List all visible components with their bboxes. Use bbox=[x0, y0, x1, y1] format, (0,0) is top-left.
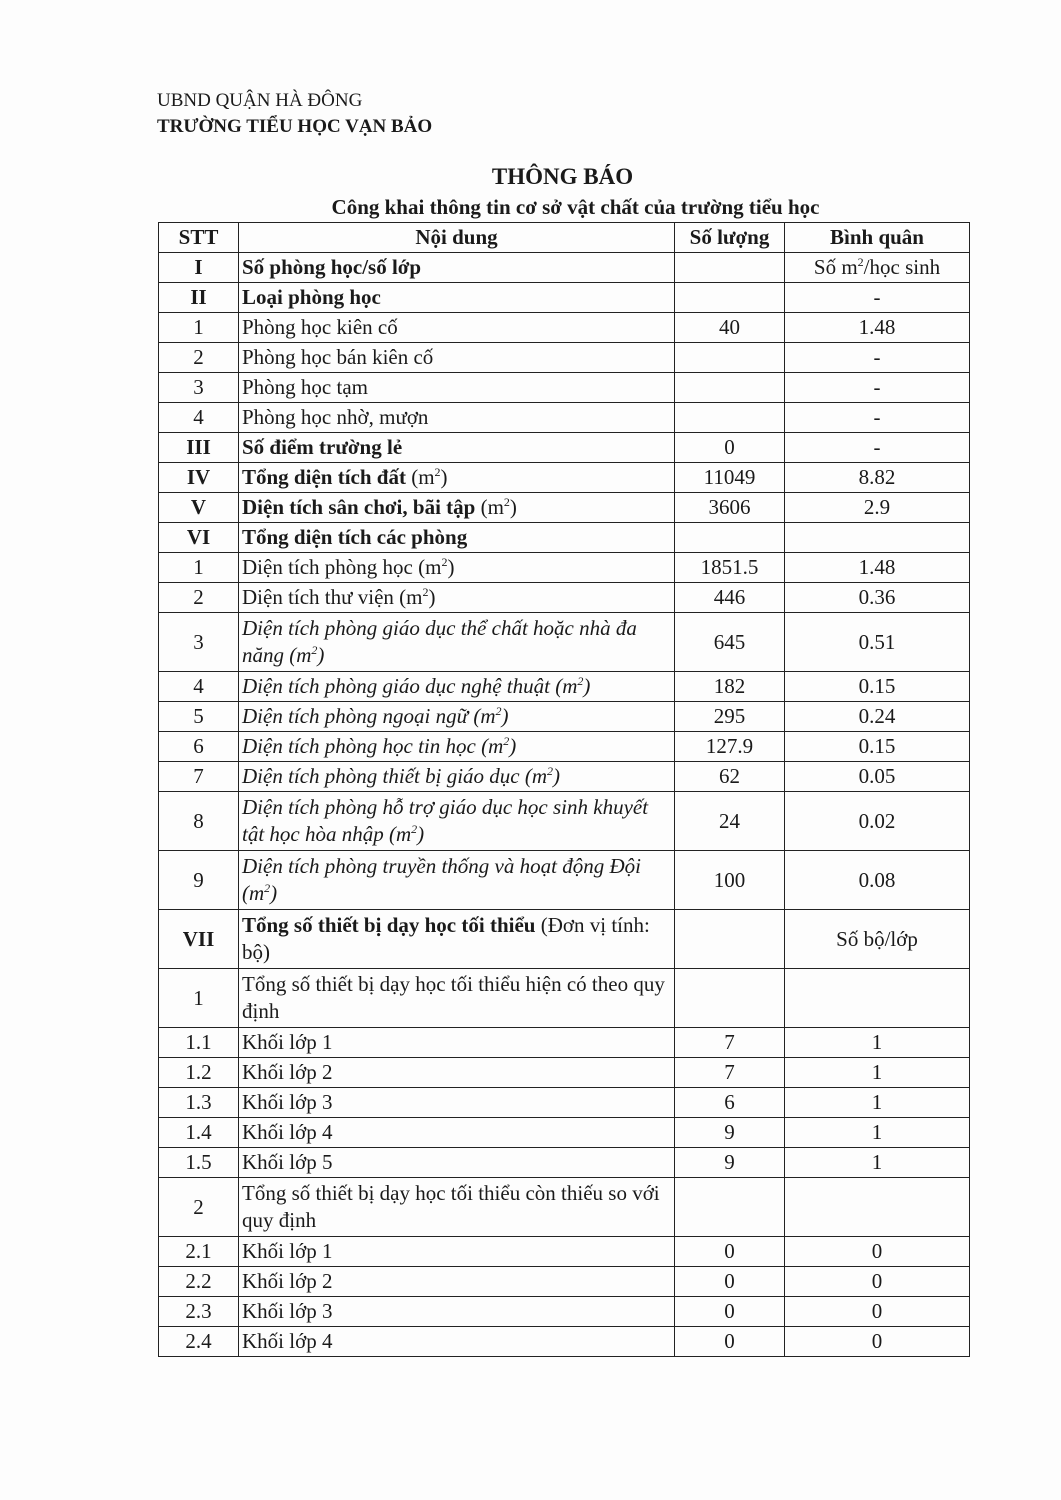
unit-close: ) bbox=[583, 674, 591, 698]
table-row bbox=[159, 493, 970, 523]
content-text: Khối lớp 4 bbox=[242, 1329, 333, 1353]
cell-qty bbox=[675, 910, 785, 969]
cell-stt: 2 bbox=[159, 1178, 239, 1237]
cell-qty: 11049 bbox=[675, 463, 785, 493]
table-row bbox=[159, 613, 970, 672]
content-text: Khối lớp 1 bbox=[242, 1030, 333, 1054]
document-header bbox=[157, 88, 432, 140]
cell-avg bbox=[785, 1028, 970, 1058]
table-row bbox=[159, 1028, 970, 1058]
cell-stt: VII bbox=[159, 910, 239, 969]
cell-avg bbox=[785, 433, 970, 463]
avg-text: 1 bbox=[871, 1060, 883, 1084]
cell-content bbox=[239, 343, 675, 373]
document-title: THÔNG BÁO bbox=[491, 164, 634, 189]
unit-superscript: 2 bbox=[547, 764, 554, 778]
content-unit: (m bbox=[475, 495, 504, 519]
unit-superscript: 2 bbox=[503, 734, 510, 748]
content-text: Diện tích phòng giáo dục nghệ thuật (m bbox=[242, 674, 578, 698]
content-unit: (Đơn vị tính: bộ) bbox=[242, 913, 650, 964]
cell-avg bbox=[785, 553, 970, 583]
cell-stt: V bbox=[159, 493, 239, 523]
content-text: Loại phòng học bbox=[242, 285, 381, 309]
avg-text: 0 bbox=[871, 1299, 883, 1323]
content-text: Phòng học bán kiên cố bbox=[242, 345, 434, 369]
content-text: Diện tích phòng giáo dục thể chất hoặc nhà đa năng (m bbox=[242, 616, 637, 667]
cell-stt: 4 bbox=[159, 672, 239, 702]
cell-avg bbox=[785, 732, 970, 762]
cell-avg bbox=[785, 523, 970, 553]
table-row bbox=[159, 1088, 970, 1118]
cell-avg bbox=[785, 1088, 970, 1118]
table-row bbox=[159, 1297, 970, 1327]
header-stt: STT bbox=[159, 223, 239, 253]
content-text: Tổng diện tích đất bbox=[242, 465, 406, 489]
unit-close: ) bbox=[447, 555, 455, 579]
cell-qty: 645 bbox=[675, 613, 785, 672]
cell-content bbox=[239, 969, 675, 1028]
cell-content bbox=[239, 910, 675, 969]
table-row bbox=[159, 1267, 970, 1297]
unit-superscript: 2 bbox=[495, 704, 502, 718]
cell-avg bbox=[785, 1178, 970, 1237]
cell-avg bbox=[785, 1267, 970, 1297]
unit-superscript: 2 bbox=[434, 465, 441, 479]
cell-stt: 1 bbox=[159, 553, 239, 583]
unit-close: ) bbox=[553, 764, 561, 788]
table-row bbox=[159, 762, 970, 792]
unit-superscript: 2 bbox=[411, 822, 418, 836]
avg-tail: /học sinh bbox=[863, 255, 941, 279]
avg-text: 0 bbox=[871, 1239, 883, 1263]
content-text: Diện tích phòng thiết bị giáo dục (m bbox=[242, 764, 548, 788]
cell-avg bbox=[785, 1237, 970, 1267]
content-text: Diện tích phòng ngoại ngữ (m bbox=[242, 704, 496, 728]
cell-content bbox=[239, 1118, 675, 1148]
cell-content bbox=[239, 613, 675, 672]
unit-superscript: 2 bbox=[577, 674, 584, 688]
cell-avg bbox=[785, 253, 970, 283]
cell-qty: 182 bbox=[675, 672, 785, 702]
cell-qty bbox=[675, 253, 785, 283]
school-name: TRƯỜNG TIỂU HỌC VẠN BẢO bbox=[157, 116, 433, 137]
cell-qty: 40 bbox=[675, 313, 785, 343]
table-row bbox=[159, 553, 970, 583]
cell-content bbox=[239, 1297, 675, 1327]
cell-avg bbox=[785, 373, 970, 403]
cell-qty bbox=[675, 523, 785, 553]
cell-stt: II bbox=[159, 283, 239, 313]
content-text: Tổng số thiết bị dạy học tối thiểu bbox=[242, 913, 536, 937]
table-row bbox=[159, 1058, 970, 1088]
avg-text: 1.48 bbox=[858, 555, 896, 579]
cell-qty bbox=[675, 373, 785, 403]
cell-qty: 62 bbox=[675, 762, 785, 792]
cell-avg bbox=[785, 283, 970, 313]
content-text: Khối lớp 1 bbox=[242, 1239, 333, 1263]
cell-avg bbox=[785, 1058, 970, 1088]
content-text: Tổng số thiết bị dạy học tối thiểu còn thiếu so với quy định bbox=[242, 1181, 660, 1232]
cell-avg bbox=[785, 1148, 970, 1178]
cell-content bbox=[239, 1267, 675, 1297]
cell-stt: 6 bbox=[159, 732, 239, 762]
cell-qty bbox=[675, 403, 785, 433]
avg-text: 1.48 bbox=[858, 315, 896, 339]
cell-stt: 1 bbox=[159, 313, 239, 343]
cell-content bbox=[239, 433, 675, 463]
cell-avg bbox=[785, 1297, 970, 1327]
table-row bbox=[159, 523, 970, 553]
content-text: Số phòng học/số lớp bbox=[242, 255, 422, 279]
cell-content bbox=[239, 1148, 675, 1178]
header-content: Nội dung bbox=[239, 223, 675, 253]
table-row bbox=[159, 1178, 970, 1237]
cell-content bbox=[239, 1327, 675, 1357]
content-text: Khối lớp 3 bbox=[242, 1090, 333, 1114]
cell-content bbox=[239, 583, 675, 613]
unit-close: ) bbox=[270, 881, 278, 905]
cell-content bbox=[239, 403, 675, 433]
content-text: Khối lớp 3 bbox=[242, 1299, 333, 1323]
avg-text: 0.02 bbox=[858, 808, 896, 833]
avg-text: 0.51 bbox=[858, 629, 896, 654]
cell-avg bbox=[785, 910, 970, 969]
cell-qty bbox=[675, 343, 785, 373]
table-row bbox=[159, 910, 970, 969]
content-text: Diện tích phòng học tin học (m bbox=[242, 734, 504, 758]
content-text: Diện tích phòng học (m bbox=[242, 555, 442, 579]
table-row bbox=[159, 583, 970, 613]
cell-content bbox=[239, 732, 675, 762]
content-text: Diện tích phòng truyền thống và hoạt động Đội (m bbox=[242, 854, 641, 905]
cell-qty: 9 bbox=[675, 1148, 785, 1178]
cell-avg bbox=[785, 969, 970, 1028]
avg-text: - bbox=[873, 285, 881, 309]
avg-text: 8.82 bbox=[858, 465, 896, 489]
unit-close: ) bbox=[509, 734, 517, 758]
cell-stt: 1.3 bbox=[159, 1088, 239, 1118]
unit-superscript: 2 bbox=[422, 585, 429, 599]
cell-stt: 3 bbox=[159, 613, 239, 672]
table-row bbox=[159, 373, 970, 403]
cell-qty bbox=[675, 969, 785, 1028]
table-row bbox=[159, 1118, 970, 1148]
cell-avg bbox=[785, 613, 970, 672]
unit-close: ) bbox=[317, 643, 325, 667]
content-text: Tổng số thiết bị dạy học tối thiểu hiện có theo quy định bbox=[242, 972, 665, 1023]
cell-stt: 1 bbox=[159, 969, 239, 1028]
cell-qty: 7 bbox=[675, 1058, 785, 1088]
content-text: Tổng diện tích các phòng bbox=[242, 525, 468, 549]
table-row bbox=[159, 672, 970, 702]
avg-text: 1 bbox=[871, 1090, 883, 1114]
cell-qty bbox=[675, 283, 785, 313]
cell-stt: 2.3 bbox=[159, 1297, 239, 1327]
cell-content bbox=[239, 463, 675, 493]
content-text: Diện tích sân chơi, bãi tập bbox=[242, 495, 476, 519]
avg-text: 1 bbox=[871, 1120, 883, 1144]
cell-avg bbox=[785, 463, 970, 493]
avg-text: 0.05 bbox=[858, 764, 896, 788]
content-text: Phòng học tạm bbox=[242, 375, 368, 399]
cell-qty: 0 bbox=[675, 433, 785, 463]
cell-content bbox=[239, 762, 675, 792]
table-row bbox=[159, 702, 970, 732]
cell-qty: 7 bbox=[675, 1028, 785, 1058]
cell-avg bbox=[785, 851, 970, 910]
cell-stt: 2.4 bbox=[159, 1327, 239, 1357]
header-qty: Số lượng bbox=[675, 223, 785, 253]
cell-content bbox=[239, 523, 675, 553]
cell-stt: 3 bbox=[159, 373, 239, 403]
content-text: Phòng học kiên cố bbox=[242, 315, 398, 339]
cell-avg bbox=[785, 343, 970, 373]
avg-text: 2.9 bbox=[863, 495, 891, 519]
cell-avg bbox=[785, 792, 970, 851]
cell-content bbox=[239, 493, 675, 523]
table-row bbox=[159, 969, 970, 1028]
unit-superscript: 2 bbox=[441, 555, 448, 569]
cell-avg bbox=[785, 1118, 970, 1148]
cell-qty: 24 bbox=[675, 792, 785, 851]
cell-content bbox=[239, 1088, 675, 1118]
unit-close: ) bbox=[440, 465, 448, 489]
cell-content bbox=[239, 553, 675, 583]
content-text: Diện tích phòng hỗ trợ giáo dục học sinh khuyết tật học hòa nhập (m bbox=[242, 795, 649, 846]
cell-content bbox=[239, 1178, 675, 1237]
avg-text: 1 bbox=[871, 1030, 883, 1054]
avg-text: 0.24 bbox=[858, 704, 896, 728]
cell-qty: 6 bbox=[675, 1088, 785, 1118]
unit-superscript: 2 bbox=[503, 495, 510, 509]
content-text: Khối lớp 2 bbox=[242, 1060, 333, 1084]
cell-qty: 0 bbox=[675, 1267, 785, 1297]
table-row bbox=[159, 732, 970, 762]
cell-avg bbox=[785, 583, 970, 613]
document-subtitle: Công khai thông tin cơ sở vật chất của trường tiểu học bbox=[331, 195, 820, 219]
table-row bbox=[159, 1237, 970, 1267]
table-row bbox=[159, 463, 970, 493]
cell-content bbox=[239, 792, 675, 851]
cell-content bbox=[239, 1028, 675, 1058]
avg-text: 0.08 bbox=[858, 867, 896, 892]
cell-stt: 5 bbox=[159, 702, 239, 732]
table-row bbox=[159, 433, 970, 463]
cell-qty: 127.9 bbox=[675, 732, 785, 762]
avg-text: Số m bbox=[813, 255, 858, 279]
cell-content bbox=[239, 1237, 675, 1267]
table-row bbox=[159, 253, 970, 283]
unit-close: ) bbox=[509, 495, 517, 519]
cell-stt: VI bbox=[159, 523, 239, 553]
content-text: Khối lớp 5 bbox=[242, 1150, 333, 1174]
avg-text: Số bộ/lớp bbox=[836, 926, 918, 951]
table-row bbox=[159, 851, 970, 910]
table-body bbox=[159, 253, 970, 1357]
cell-content bbox=[239, 851, 675, 910]
content-text: Khối lớp 2 bbox=[242, 1269, 333, 1293]
cell-content bbox=[239, 672, 675, 702]
cell-avg bbox=[785, 313, 970, 343]
avg-text: 1 bbox=[871, 1150, 883, 1174]
avg-text: - bbox=[873, 435, 881, 459]
unit-superscript: 2 bbox=[264, 881, 271, 895]
unit-superscript: 2 bbox=[311, 643, 318, 657]
cell-stt: 8 bbox=[159, 792, 239, 851]
cell-stt: 2 bbox=[159, 343, 239, 373]
cell-stt: III bbox=[159, 433, 239, 463]
avg-text: - bbox=[873, 375, 881, 399]
avg-text: 0.15 bbox=[858, 734, 896, 758]
cell-content bbox=[239, 1058, 675, 1088]
table-row bbox=[159, 1327, 970, 1357]
content-text: Khối lớp 4 bbox=[242, 1120, 333, 1144]
cell-content bbox=[239, 253, 675, 283]
avg-text: 0.36 bbox=[858, 585, 896, 609]
facility-table bbox=[158, 222, 970, 1357]
cell-qty: 0 bbox=[675, 1327, 785, 1357]
table-header-row bbox=[159, 223, 970, 253]
cell-stt: 2 bbox=[159, 583, 239, 613]
cell-qty: 9 bbox=[675, 1118, 785, 1148]
org-name: UBND QUẬN HÀ ĐÔNG bbox=[157, 90, 363, 111]
table-row bbox=[159, 403, 970, 433]
cell-content bbox=[239, 313, 675, 343]
cell-stt: IV bbox=[159, 463, 239, 493]
unit-close: ) bbox=[501, 704, 509, 728]
cell-content bbox=[239, 373, 675, 403]
cell-content bbox=[239, 702, 675, 732]
cell-qty: 1851.5 bbox=[675, 553, 785, 583]
cell-stt: 1.1 bbox=[159, 1028, 239, 1058]
unit-close: ) bbox=[417, 822, 425, 846]
cell-stt: 1.2 bbox=[159, 1058, 239, 1088]
cell-stt: 7 bbox=[159, 762, 239, 792]
cell-stt: 2.1 bbox=[159, 1237, 239, 1267]
table-row bbox=[159, 313, 970, 343]
cell-stt: 1.4 bbox=[159, 1118, 239, 1148]
avg-text: 0 bbox=[871, 1329, 883, 1353]
cell-avg bbox=[785, 672, 970, 702]
cell-stt: 9 bbox=[159, 851, 239, 910]
cell-qty: 0 bbox=[675, 1237, 785, 1267]
cell-avg bbox=[785, 403, 970, 433]
avg-text: - bbox=[873, 345, 881, 369]
unit-close: ) bbox=[428, 585, 436, 609]
cell-qty: 295 bbox=[675, 702, 785, 732]
cell-qty bbox=[675, 1178, 785, 1237]
cell-avg bbox=[785, 493, 970, 523]
avg-text: - bbox=[873, 405, 881, 429]
cell-qty: 0 bbox=[675, 1297, 785, 1327]
content-unit: (m bbox=[405, 465, 435, 489]
avg-superscript: 2 bbox=[857, 255, 864, 269]
cell-avg bbox=[785, 1327, 970, 1357]
cell-stt: 1.5 bbox=[159, 1148, 239, 1178]
table-row bbox=[159, 343, 970, 373]
content-text: Số điểm trường lẻ bbox=[242, 435, 403, 459]
cell-avg bbox=[785, 762, 970, 792]
content-text: Phòng học nhờ, mượn bbox=[242, 405, 429, 429]
cell-content bbox=[239, 283, 675, 313]
table-row bbox=[159, 1148, 970, 1178]
table-row bbox=[159, 283, 970, 313]
cell-qty: 3606 bbox=[675, 493, 785, 523]
cell-stt: 4 bbox=[159, 403, 239, 433]
table-row bbox=[159, 792, 970, 851]
cell-stt: I bbox=[159, 253, 239, 283]
header-avg: Bình quân bbox=[785, 223, 970, 253]
cell-qty: 446 bbox=[675, 583, 785, 613]
content-text: Diện tích thư viện (m bbox=[242, 585, 423, 609]
cell-qty: 100 bbox=[675, 851, 785, 910]
cell-avg bbox=[785, 702, 970, 732]
cell-stt: 2.2 bbox=[159, 1267, 239, 1297]
avg-text: 0 bbox=[871, 1269, 883, 1293]
avg-text: 0.15 bbox=[858, 674, 896, 698]
